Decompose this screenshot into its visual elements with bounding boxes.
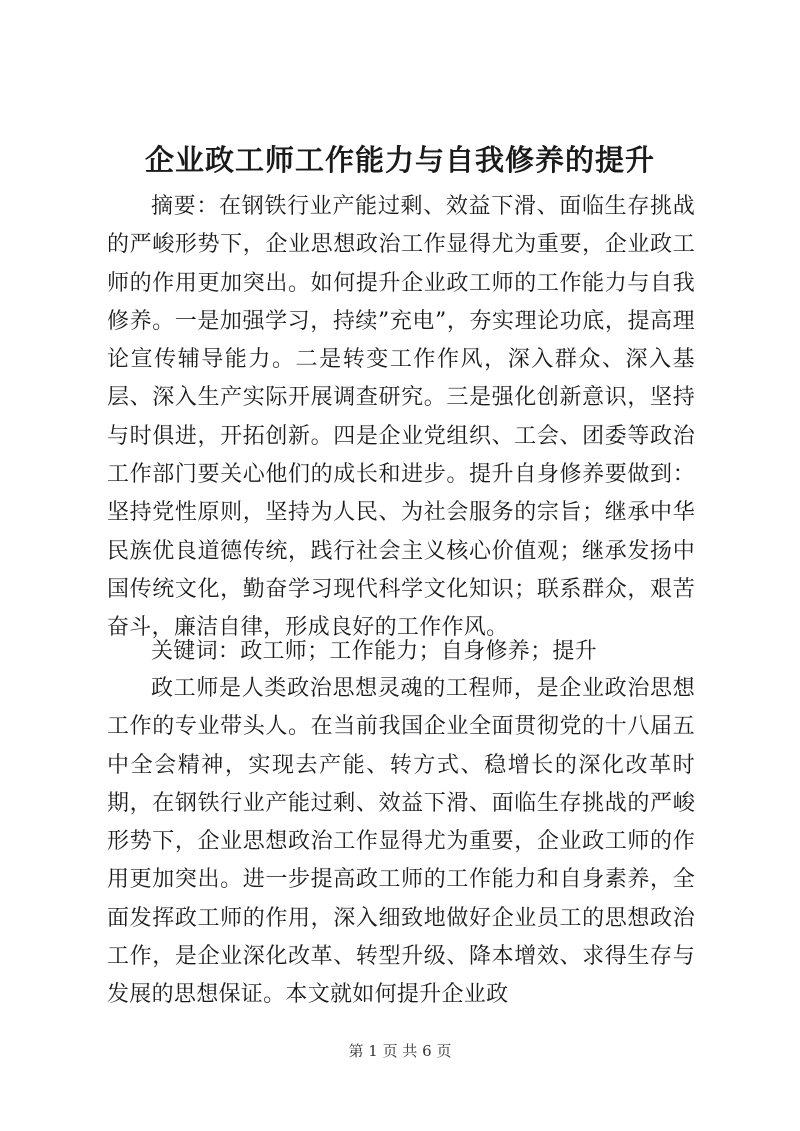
abstract-paragraph: 摘要：在钢铁行业产能过剩、效益下滑、面临生存挑战的严峻形势下，企业思想政治工作显得尤为重要，企业政工师的作用更加突出。如何提升企业政工师的工作能力与自我修养。一是加强学习，持续”充电”，夯实理论功底，提高理论宣传辅导能力。二是转变工作作风，深入群众、深入基层、深入生产实际开展调查研究。三是强化创新意识，坚持与时俱进，开拓创新。四是企业党组织、工会、团委等政治工作部门要关心他们的成长和进步。提升自身修养要做到：坚持党性原则，坚持为人民、为社会服务的宗旨；继承中华民族优良道德传统，践行社会主义核心价值观；继承发扬中国传统文化，勤奋学习现代科学文化知识；联系群众，艰苦奋斗，廉洁自律，形成良好的工作作风。: [107, 194, 695, 641]
keywords-paragraph: 关键词：政工师；工作能力；自身修养；提升: [151, 639, 598, 664]
abstract-section: [107, 188, 695, 648]
intro-section: [107, 670, 695, 1015]
document-title: 企业政工师工作能力与自我修养的提升: [144, 143, 655, 177]
page-footer: [0, 1040, 800, 1061]
page-number: 第 1 页 共 6 页: [348, 1042, 452, 1060]
keywords-section: [107, 633, 695, 671]
intro-paragraph: 政工师是人类政治思想灵魂的工程师，是企业政治思想工作的专业带头人。在当前我国企业全面贯彻党的十八届五中全会精神，实现去产能、转方式、稳增长的深化改革时期，在钢铁行业产能过剩、效益下滑、面临生存挑战的严峻形势下，企业思想政治工作显得尤为重要，企业政工师的作用更加突出。进一步提高政工师的工作能力和自身素养，全面发挥政工师的作用，深入细致地做好企业员工的思想政治工作，是企业深化改革、转型升级、降本增效、求得生存与发展的思想保证。本文就如何提升企业政: [107, 676, 695, 1008]
